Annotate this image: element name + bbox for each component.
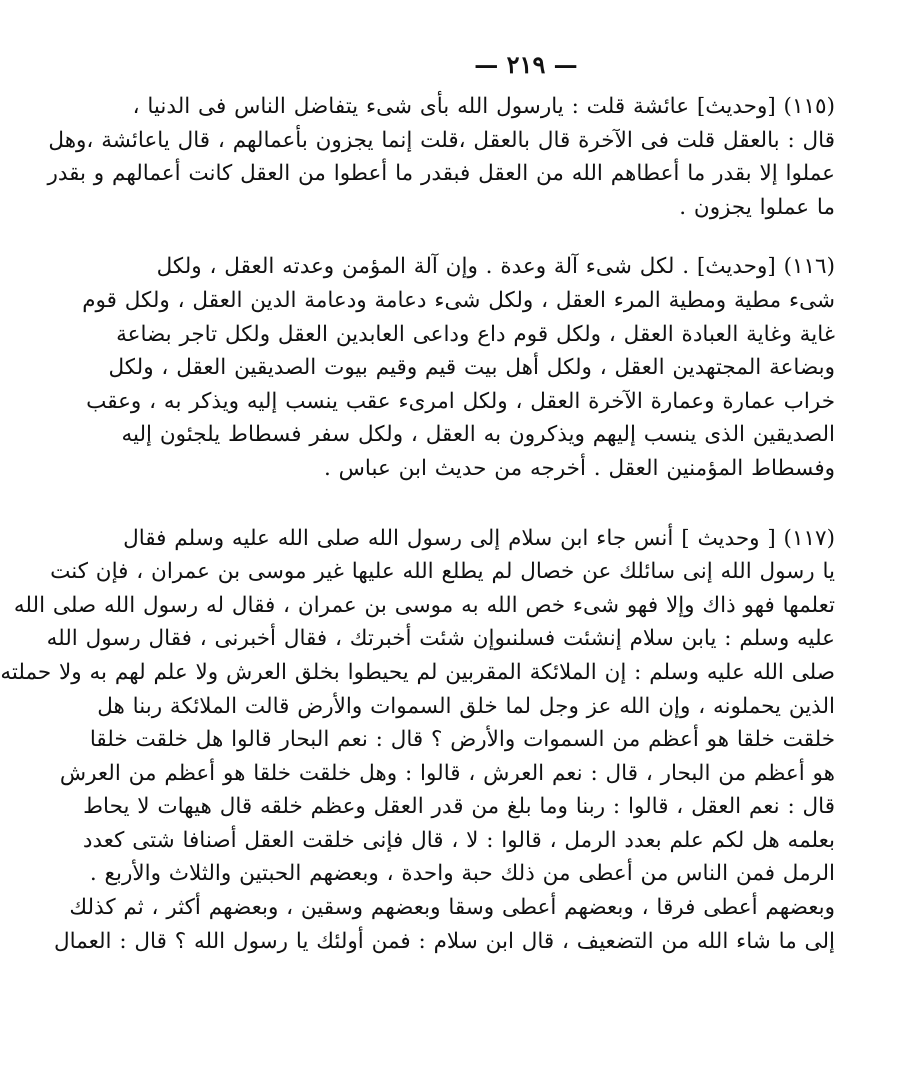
text-line: عملوا إلا بقدر ما أعطاهم الله من العقل فبقدر ما أعطوا من العقل كانت أعمالهم و بقدر <box>47 161 835 187</box>
text-line: ما عملوا يجزون . <box>679 194 835 220</box>
text-line: خراب عمارة وعمارة الآخرة العقل ، ولكل امرىء عقب ينسب إليه ويذكر به ، وعقب <box>86 388 835 414</box>
text-line: خلقت خلقا هو أعظم من السموات والأرض ؟ قال : نعم البحار قالوا هل خلقت خلقا <box>89 727 835 753</box>
text-line: عليه وسلم : يابن سلام إنشئت فسلنىوإن شئت أخبرتك ، فقال أخبرنى ، فقال رسول الله <box>46 626 835 652</box>
text-line: غاية وغاية العبادة العقل ، ولكل قوم داع وداعى العابدين العقل ولكل تاجر بضاعة <box>116 321 835 347</box>
text-line: الذين يحملونه ، وإن الله عز وجل لما خلق السموات والأرض قالت الملائكة ربنا هل <box>97 693 835 719</box>
text-line: الصديقين الذى ينسب إليهم ويذكرون به العقل ، ولكل سفر فسطاط يلجئون إليه <box>121 422 835 448</box>
text-line: وبضاعة المجتهدين العقل ، ولكل أهل بيت قيم وقيم بيوت الصديقين العقل ، ولكل <box>108 355 835 381</box>
text-line: قال : نعم العقل ، قالوا : ربنا وما بلغ من قدر العقل وعظم خلقه قال هيهات لا يحاط <box>83 794 835 820</box>
text-line: إلى ما شاء الله من التضعيف ، قال ابن سلام : فمن أولئك يا رسول الله ؟ قال : العمال <box>54 928 835 954</box>
hadith-paragraph-116 <box>82 250 835 485</box>
text-line: (١١٥) [وحديث] عائشة قلت : يارسول الله بأى شىء يتفاضل الناس فى الدنيا ، <box>132 94 835 119</box>
text-line: (١١٧) [ وحديث ] أنس جاء ابن سلام إلى رسول الله صلى الله عليه وسلم فقال <box>123 525 835 551</box>
text-line: الرمل فمن الناس من أعطى من ذلك حبة واحدة ، وبعضهم الحبتين والثلاث والأربع . <box>89 861 835 887</box>
text-line: وفسطاط المؤمنين العقل . أخرجه من حديث ابن عباس . <box>324 455 835 481</box>
text-line: (١١٦) [وحديث] . لكل شىء آلة وعدة . وإن آلة المؤمن وعدته العقل ، ولكل <box>156 254 835 280</box>
text-line: قال : بالعقل قلت فى الآخرة قال بالعقل ،قلت إنما يجزون بأعمالهم ، قال ياعائشة ،وهل <box>48 127 835 153</box>
text-line: هو أعظم من البحار ، قال : نعم العرش ، قالوا : وهل خلقت خلقا هو أعظم من العرش <box>59 760 835 786</box>
text-line: وبعضهم أعطى فرقا ، وبعضهم أعطى وسقا وبعضهم وسقين ، وبعضهم أكثر ، ثم كذلك <box>69 895 835 921</box>
page-number: — ٢١٩ — <box>474 50 578 79</box>
text-line: شىء مطية ومطية المرء العقل ، ولكل شىء دعامة ودعامة الدين العقل ، ولكل قوم <box>82 287 835 313</box>
text-line: بعلمه هل لكم علم بعدد الرمل ، قالوا : لا ، قال فإنى خلقت العقل أصنافا شتى كعدد <box>82 827 835 853</box>
text-line: يا رسول الله إنى سائلك عن خصال لم يطلع الله عليها غير موسى بن عمران ، فإن كنت <box>50 559 835 585</box>
hadith-paragraph-117 <box>0 522 835 959</box>
text-line: صلى الله عليه وسلم : إن الملائكة المقربين لم يحيطوا بخلق العرش ولا علم لهم به ولا حملته <box>0 659 835 685</box>
hadith-paragraph-115 <box>47 90 835 224</box>
text-line: تعلمها فهو ذاك وإلا فهو شىء خص الله به موسى بن عمران ، فقال له رسول الله صلى الله <box>13 592 835 618</box>
